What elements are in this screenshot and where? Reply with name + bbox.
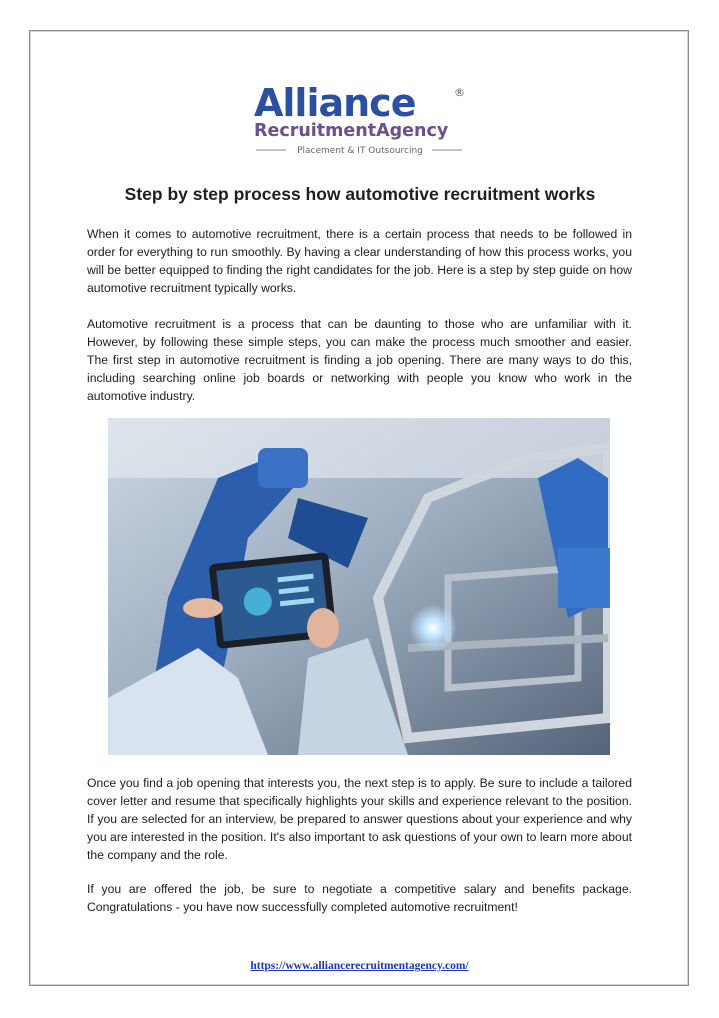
website-link[interactable]: https://www.alliancerecruitmentagency.com/ (250, 960, 469, 972)
company-logo (250, 80, 470, 160)
logo-brand-main: Alliance (254, 81, 416, 125)
paragraph-applying: Once you find a job opening that interests you, the next step is to apply. Be sure to include a tailored cover letter and resume that specifically highlights your skills and experience relevant to the position. If you are selected for an interview, be prepared to answer questions about your experience and why you are interested in the position. It's also important to ask questions of your own to learn more about the company and the role. (87, 776, 632, 862)
paragraph-finding-job: Automotive recruitment is a process that can be daunting to those who are unfamiliar with it. However, by following these simple steps, you can make the process much smoother and easier. The first step in automotive recruitment is finding a job opening. There are many ways to do this, including searching online job boards or networking with people you know who work in the automotive industry. (87, 317, 632, 403)
logo-registered-mark: ® (454, 86, 465, 99)
logo-brand-sub: RecruitmentAgency (254, 121, 449, 141)
logo-tagline: Placement & IT Outsourcing (297, 146, 423, 156)
document-title: Step by step process how automotive recruitment works (124, 184, 596, 204)
paragraph-offer: If you are offered the job, be sure to negotiate a competitive salary and benefits package. Congratulations - you have now successfully completed automotive recruitment! (87, 882, 632, 914)
automotive-factory-photo (108, 418, 610, 755)
paragraph-intro: When it comes to automotive recruitment, there is a certain process that needs to be followed in order for everything to run smoothly. By having a clear understanding of how this process works, you will be better equipped to finding the right candidates for the job. Here is a step by step guide on how automotive recruitment typically works. (87, 227, 632, 295)
